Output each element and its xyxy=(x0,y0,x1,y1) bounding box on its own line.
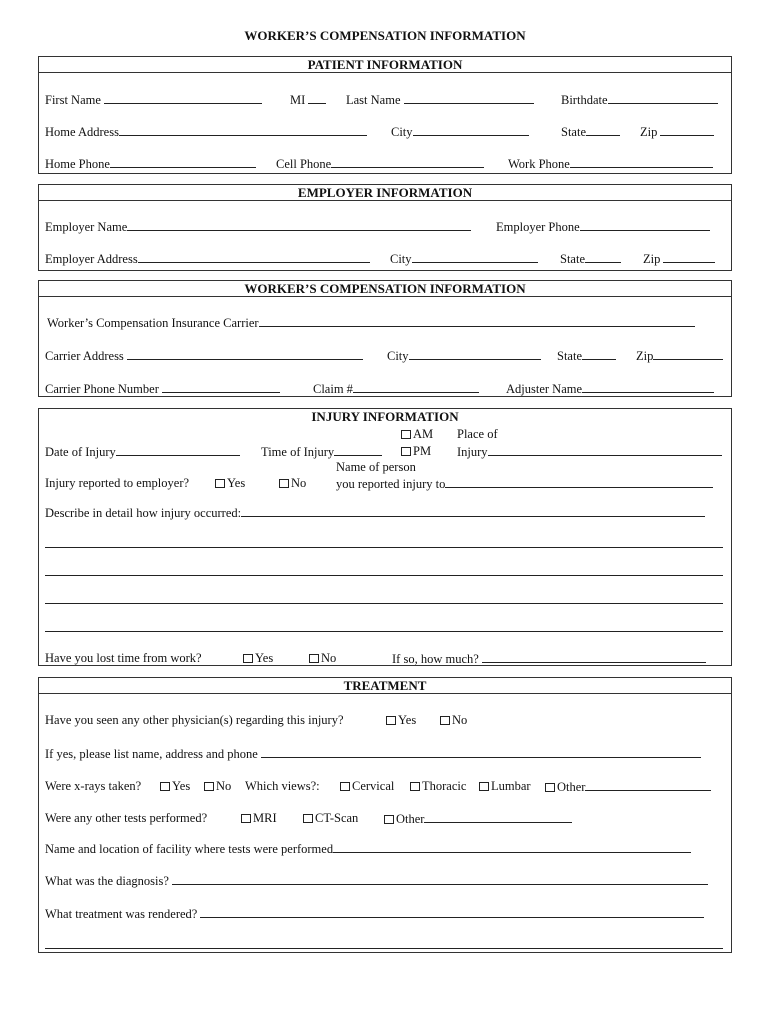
employer-section xyxy=(38,184,732,271)
facility-label: Name and location of facility where tests were performed xyxy=(45,842,334,856)
diagnosis-label: What was the diagnosis? xyxy=(45,874,169,888)
reported-no-label: No xyxy=(291,476,307,490)
mri-checkbox[interactable] xyxy=(241,814,251,823)
patient-heading: PATIENT INFORMATION xyxy=(39,57,731,73)
views-other-label: Other xyxy=(557,780,586,794)
home-address-label: Home Address xyxy=(45,125,119,139)
employer-zip-field[interactable] xyxy=(663,251,715,263)
carrier-zip-field[interactable] xyxy=(653,348,723,360)
zip-field[interactable] xyxy=(660,124,714,136)
last-name-label: Last Name xyxy=(346,93,401,107)
patient-section xyxy=(38,56,732,174)
employer-name-label: Employer Name xyxy=(45,220,128,234)
employer-name-field[interactable] xyxy=(127,219,471,231)
place-of-injury-field[interactable] xyxy=(488,444,722,456)
home-address-field[interactable] xyxy=(119,124,367,136)
adjuster-field[interactable] xyxy=(582,381,714,393)
views-other-checkbox[interactable] xyxy=(545,783,555,792)
work-phone-field[interactable] xyxy=(570,156,713,168)
physician-no-label: No xyxy=(452,713,468,727)
ct-scan-label: CT-Scan xyxy=(315,811,359,825)
claim-label: Claim # xyxy=(313,382,353,396)
date-of-injury-label: Date of Injury xyxy=(45,445,116,459)
lumbar-checkbox[interactable] xyxy=(479,782,489,791)
treatment-rendered-label: What treatment was rendered? xyxy=(45,907,198,921)
how-much-field[interactable] xyxy=(482,651,706,663)
xrays-question: Were x-rays taken? xyxy=(45,779,142,793)
adjuster-label: Adjuster Name xyxy=(506,382,583,396)
xrays-yes-checkbox[interactable] xyxy=(160,782,170,791)
injury-section xyxy=(38,408,732,666)
time-of-injury-field[interactable] xyxy=(334,444,382,456)
name-of-person-label: Name of person xyxy=(336,460,416,474)
reported-question: Injury reported to employer? xyxy=(45,476,190,490)
describe-line[interactable] xyxy=(45,547,723,548)
zip-label: Zip xyxy=(640,125,658,139)
describe-line[interactable] xyxy=(45,603,723,604)
carrier-address-field[interactable] xyxy=(127,348,363,360)
employer-city-field[interactable] xyxy=(412,251,538,263)
treatment-rendered-field[interactable] xyxy=(200,906,704,918)
carrier-zip-label: Zip xyxy=(636,349,654,363)
employer-zip-label: Zip xyxy=(643,252,661,266)
reported-yes-label: Yes xyxy=(227,476,246,490)
birthdate-field[interactable] xyxy=(608,92,718,104)
date-of-injury-field[interactable] xyxy=(116,444,240,456)
describe-line[interactable] xyxy=(45,631,723,632)
tests-other-label: Other xyxy=(396,812,425,826)
xrays-no-label: No xyxy=(216,779,232,793)
employer-city-label: City xyxy=(390,252,412,266)
home-phone-field[interactable] xyxy=(110,156,256,168)
document-title: WORKER’S COMPENSATION INFORMATION xyxy=(244,28,526,43)
am-label: AM xyxy=(413,427,434,441)
reported-to-label: you reported injury to xyxy=(336,477,446,491)
carrier-state-label: State xyxy=(557,349,582,363)
first-name-field[interactable] xyxy=(104,92,262,104)
treatment-extra-line[interactable] xyxy=(45,948,723,949)
employer-address-field[interactable] xyxy=(138,251,370,263)
workers-comp-section xyxy=(38,280,732,397)
list-name-label: If yes, please list name, address and phone xyxy=(45,747,258,761)
physician-no-checkbox[interactable] xyxy=(440,716,450,725)
list-name-field[interactable] xyxy=(261,746,701,758)
which-views-label: Which views?: xyxy=(245,779,320,793)
place-of-label: Place of xyxy=(457,427,498,441)
employer-heading: EMPLOYER INFORMATION xyxy=(39,185,731,201)
mri-label: MRI xyxy=(253,811,277,825)
reported-no-checkbox[interactable] xyxy=(279,479,289,488)
city-label: City xyxy=(391,125,413,139)
state-field[interactable] xyxy=(586,124,620,136)
carrier-city-field[interactable] xyxy=(409,348,541,360)
cervical-label: Cervical xyxy=(352,779,395,793)
employer-state-label: State xyxy=(560,252,585,266)
cell-phone-label: Cell Phone xyxy=(276,157,332,171)
thoracic-label: Thoracic xyxy=(422,779,467,793)
place-injury-label: Injury xyxy=(457,445,488,459)
injury-heading: INJURY INFORMATION xyxy=(311,409,459,424)
reported-to-field[interactable] xyxy=(445,476,713,488)
employer-state-field[interactable] xyxy=(585,251,621,263)
treatment-section xyxy=(38,677,732,953)
ct-scan-checkbox[interactable] xyxy=(303,814,313,823)
cervical-checkbox[interactable] xyxy=(340,782,350,791)
how-much-label: If so, how much? xyxy=(392,652,479,666)
mi-label: MI xyxy=(290,93,306,107)
describe-field[interactable] xyxy=(241,505,705,517)
time-of-injury-label: Time of Injury xyxy=(261,445,335,459)
carrier-label: Worker’s Compensation Insurance Carrier xyxy=(47,316,259,330)
other-physician-question: Have you seen any other physician(s) regarding this injury? xyxy=(45,713,344,727)
pm-label: PM xyxy=(413,444,432,458)
treatment-heading: TREATMENT xyxy=(39,678,731,694)
physician-yes-label: Yes xyxy=(398,713,417,727)
lost-time-no-checkbox[interactable] xyxy=(309,654,319,663)
employer-phone-field[interactable] xyxy=(580,219,710,231)
state-label: State xyxy=(561,125,586,139)
am-checkbox[interactable] xyxy=(401,430,411,439)
xrays-yes-label: Yes xyxy=(172,779,191,793)
mi-field[interactable] xyxy=(308,92,326,104)
first-name-label: First Name xyxy=(45,93,101,107)
last-name-field[interactable] xyxy=(404,92,534,104)
lost-time-yes-label: Yes xyxy=(255,651,274,665)
city-field[interactable] xyxy=(413,124,529,136)
lost-time-no-label: No xyxy=(321,651,337,665)
carrier-field[interactable] xyxy=(259,315,695,327)
carrier-phone-label: Carrier Phone Number xyxy=(45,382,159,396)
pm-checkbox[interactable] xyxy=(401,447,411,456)
cell-phone-field[interactable] xyxy=(331,156,484,168)
workers-comp-heading: WORKER’S COMPENSATION INFORMATION xyxy=(39,281,731,297)
employer-address-label: Employer Address xyxy=(45,252,138,266)
lost-time-yes-checkbox[interactable] xyxy=(243,654,253,663)
employer-phone-label: Employer Phone xyxy=(496,220,580,234)
reported-yes-checkbox[interactable] xyxy=(215,479,225,488)
carrier-city-label: City xyxy=(387,349,409,363)
facility-field[interactable] xyxy=(333,841,691,853)
tests-other-field[interactable] xyxy=(424,811,572,823)
work-phone-label: Work Phone xyxy=(508,157,570,171)
carrier-address-label: Carrier Address xyxy=(45,349,124,363)
physician-yes-checkbox[interactable] xyxy=(386,716,396,725)
thoracic-checkbox[interactable] xyxy=(410,782,420,791)
lost-time-question: Have you lost time from work? xyxy=(45,651,202,665)
diagnosis-field[interactable] xyxy=(172,873,708,885)
describe-line[interactable] xyxy=(45,575,723,576)
lumbar-label: Lumbar xyxy=(491,779,531,793)
birthdate-label: Birthdate xyxy=(561,93,608,107)
carrier-state-field[interactable] xyxy=(582,348,616,360)
other-tests-question: Were any other tests performed? xyxy=(45,811,208,825)
carrier-phone-field[interactable] xyxy=(162,381,280,393)
describe-label: Describe in detail how injury occurred: xyxy=(45,506,242,520)
claim-field[interactable] xyxy=(353,381,479,393)
home-phone-label: Home Phone xyxy=(45,157,110,171)
views-other-field[interactable] xyxy=(585,779,711,791)
tests-other-checkbox[interactable] xyxy=(384,815,394,824)
xrays-no-checkbox[interactable] xyxy=(204,782,214,791)
